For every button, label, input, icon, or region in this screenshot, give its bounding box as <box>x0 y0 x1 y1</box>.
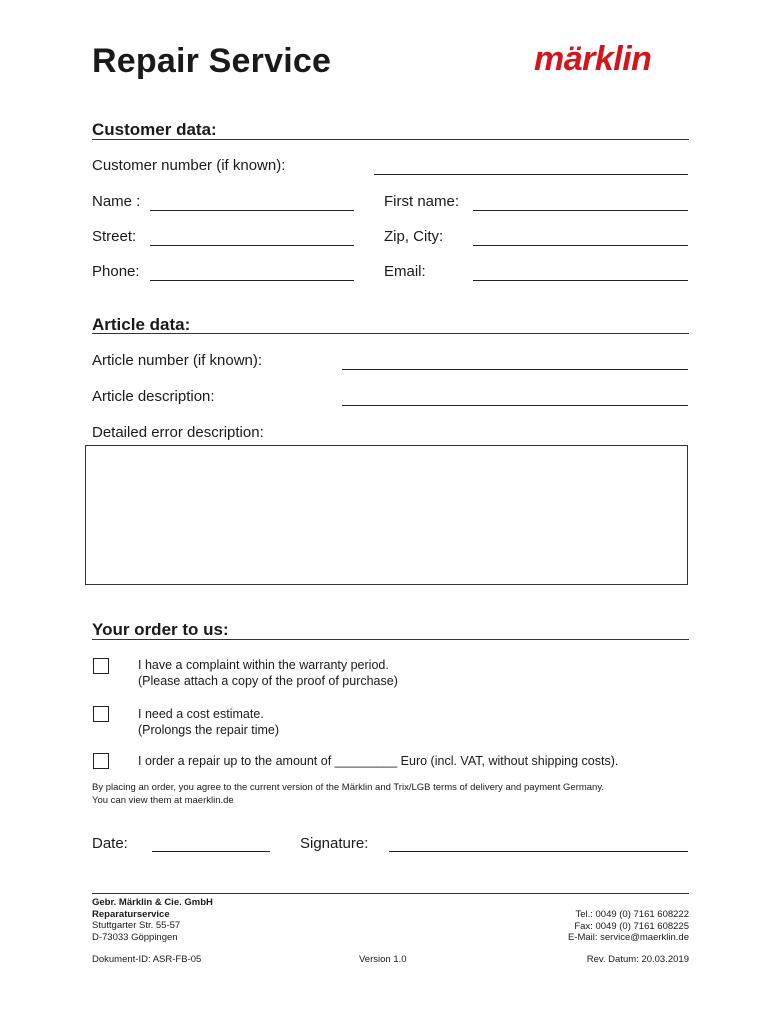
footer-address: Gebr. Märklin & Cie. GmbH Reparaturservice Stuttgarter Str. 55-57 D-73033 Göppingen <box>92 897 213 943</box>
document-id: Dokument-ID: ASR-FB-05 <box>92 954 202 965</box>
date-field[interactable] <box>152 851 270 852</box>
footer-rule <box>92 893 689 894</box>
street-field[interactable] <box>150 245 354 246</box>
name-label: Name : <box>92 193 141 210</box>
section-rule <box>92 139 689 140</box>
email-field[interactable] <box>473 280 688 281</box>
first-name-field[interactable] <box>473 210 688 211</box>
section-heading-order: Your order to us: <box>92 620 229 639</box>
page-title: Repair Service <box>92 42 332 80</box>
revision-date: Rev. Datum: 20.03.2019 <box>586 954 689 965</box>
email-label: Email: <box>384 263 426 280</box>
customer-number-label: Customer number (if known): <box>92 157 286 174</box>
date-label: Date: <box>92 835 128 852</box>
phone-field[interactable] <box>150 280 354 281</box>
section-rule <box>92 333 689 334</box>
warranty-option-text: I have a complaint within the warranty period. (Please attach a copy of the proof of purchase) <box>138 658 398 688</box>
zip-city-field[interactable] <box>473 245 688 246</box>
article-description-field[interactable] <box>342 405 688 406</box>
customer-number-field[interactable] <box>374 174 688 175</box>
name-field[interactable] <box>150 210 354 211</box>
article-description-label: Article description: <box>92 388 215 405</box>
version: Version 1.0 <box>359 954 407 965</box>
error-description-box[interactable] <box>85 445 688 585</box>
street-label: Street: <box>92 228 137 245</box>
repair-amount-option-text: I order a repair up to the amount of _________ Euro (incl. VAT, without shipping costs). <box>138 754 619 768</box>
signature-label: Signature: <box>300 835 369 852</box>
error-description-label: Detailed error description: <box>92 424 264 441</box>
first-name-label: First name: <box>384 193 460 210</box>
maerklin-logo: märklin <box>534 40 652 78</box>
article-number-label: Article number (if known): <box>92 352 263 369</box>
article-number-field[interactable] <box>342 369 688 370</box>
signature-field[interactable] <box>389 851 688 852</box>
footer-contact: Tel.: 0049 (0) 7161 608222 Fax: 0049 (0) 7161 608225 E-Mail: service@maerklin.de <box>567 909 689 943</box>
section-heading-customer: Customer data: <box>92 120 217 139</box>
section-rule <box>92 639 689 640</box>
repair-amount-checkbox[interactable] <box>93 753 109 769</box>
cost-estimate-option-text: I need a cost estimate. (Prolongs the repair time) <box>138 707 280 737</box>
zip-city-label: Zip, City: <box>384 228 444 245</box>
phone-label: Phone: <box>92 263 140 280</box>
warranty-checkbox[interactable] <box>93 658 109 674</box>
legal-notice: By placing an order, you agree to the current version of the Märklin and Trix/LGB terms of delivery and payment Germany. You can view them at maerklin.de <box>92 782 605 806</box>
section-heading-article: Article data: <box>92 315 191 334</box>
cost-estimate-checkbox[interactable] <box>93 706 109 722</box>
